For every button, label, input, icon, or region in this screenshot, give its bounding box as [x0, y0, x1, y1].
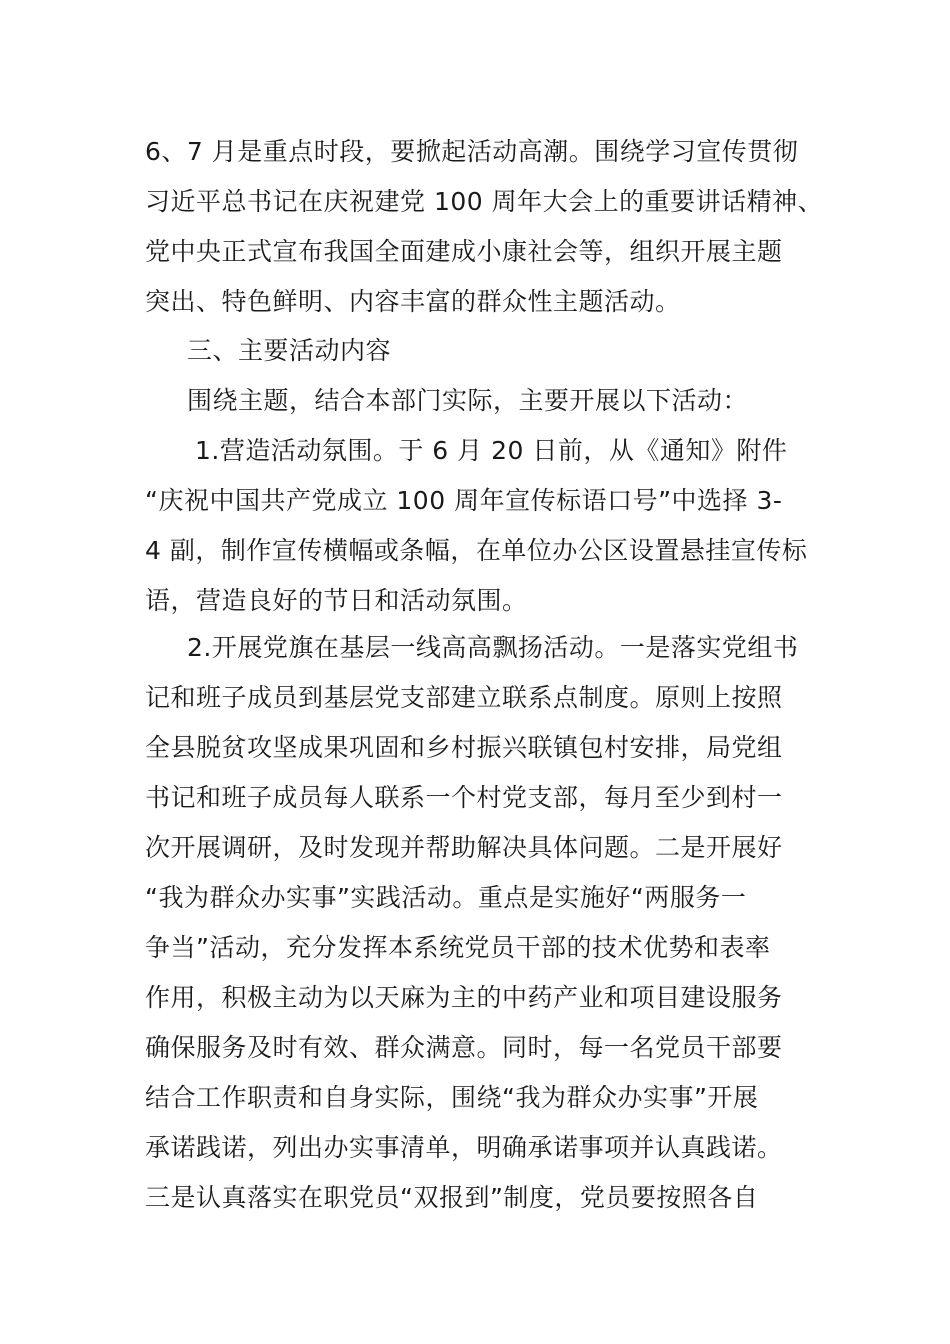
paragraph-line: 记和班子成员到基层党支部建立联系点制度。原则上按照: [145, 683, 783, 712]
paragraph-line: 习近平总书记在庆祝建党 100 周年大会上的重要讲话精神、: [145, 187, 824, 216]
paragraph-line: 围绕主题，结合本部门实际，主要开展以下活动：: [187, 386, 749, 415]
paragraph-line: 确保服务及时有效、群众满意。同时，每一名党员干部要: [145, 1033, 783, 1062]
paragraph-line: 三是认真落实在职党员“双报到”制度，党员要按照各自: [145, 1183, 759, 1212]
paragraph-line: 突出、特色鲜明、内容丰富的群众性主题活动。: [145, 287, 681, 316]
paragraph-line: “庆祝中国共产党成立 100 周年宣传标语口号”中选择 3-: [145, 486, 783, 515]
paragraph-line: 语，营造良好的节日和活动氛围。: [145, 586, 528, 615]
paragraph-line: 书记和班子成员每人联系一个村党支部，每月至少到村一: [145, 783, 783, 812]
paragraph-line: 结合工作职责和自身实际，围绕“我为群众办实事”开展: [145, 1083, 759, 1112]
paragraph-line: “我为群众办实事”实践活动。重点是实施好“两服务一: [145, 883, 747, 912]
paragraph-line: 承诺践诺，列出办实事清单，明确承诺事项并认真践诺。: [145, 1133, 783, 1162]
list-item-line: 1.营造活动氛围。于 6 月 20 日前，从《通知》附件: [195, 436, 788, 465]
paragraph-line: 作用，积极主动为以天麻为主的中药产业和项目建设服务: [145, 983, 783, 1012]
paragraph-line: 争当”活动，充分发挥本系统党员干部的技术优势和表率: [145, 933, 771, 962]
paragraph-line: 党中央正式宣布我国全面建成小康社会等，组织开展主题: [145, 237, 783, 266]
list-item-line: 2.开展党旗在基层一线高高飘扬活动。一是落实党组书: [187, 633, 799, 662]
paragraph-line: 4 副，制作宣传横幅或条幅，在单位办公区设置悬挂宣传标: [145, 536, 808, 565]
paragraph-line: 全县脱贫攻坚成果巩固和乡村振兴联镇包村安排，局党组: [145, 733, 783, 762]
paragraph-line: 6、7 月是重点时段，要掀起活动高潮。围绕学习宣传贯彻: [145, 137, 799, 166]
paragraph-line: 次开展调研，及时发现并帮助解决具体问题。二是开展好: [145, 833, 783, 862]
section-heading: 三、主要活动内容: [187, 336, 392, 365]
